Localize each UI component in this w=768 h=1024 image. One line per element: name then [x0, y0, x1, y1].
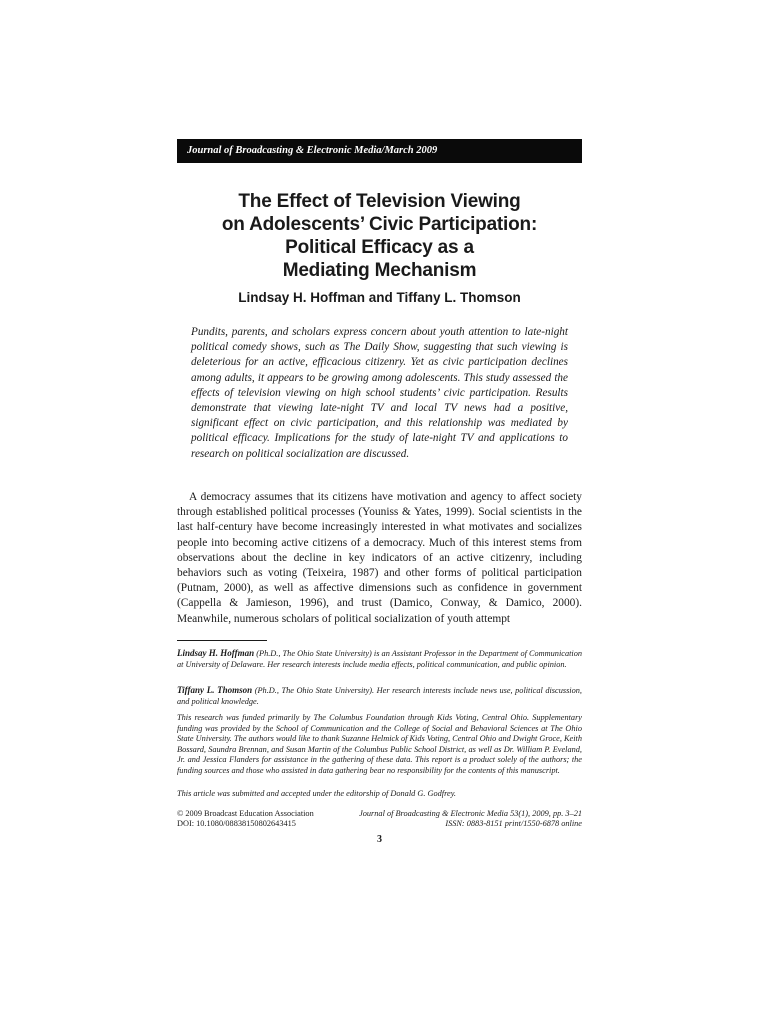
- article-title: [177, 190, 582, 282]
- author2-name: Tiffany L. Thomson: [177, 685, 253, 695]
- page-number: 3: [377, 834, 382, 845]
- author1-footnote: [177, 648, 582, 670]
- title-line: Political Efficacy as a: [285, 237, 474, 258]
- title-line: on Adolescents’ Civic Participation:: [221, 214, 538, 235]
- article-authors: Lindsay H. Hoffman and Tiffany L. Thomson: [238, 290, 521, 305]
- article-abstract: Pundits, parents, and scholars express concern about youth attention to late-night political comedy shows, such as The Daily Show, suggesting that such viewing is deleterious for an active, efficacious citizenry. Yet as civic participation declines among adults, it appears to be growing among adolescents. This study assessed the effects of television viewing on high school students’ civic participation. Results demonstrate that viewing late-night TV and local TV news had a positive, significant effect on civic participation, and this relationship was mediated by political efficacy. Implications for the study of late-night TV and applications to research on political socialization are discussed.: [191, 326, 568, 460]
- copyright-text: © 2009 Broadcast Education Association: [177, 809, 314, 818]
- publication-info-row: [177, 809, 582, 819]
- journal-header-text: Journal of Broadcasting & Electronic Media/March 2009: [187, 145, 438, 156]
- editorship-note: This article was submitted and accepted under the editorship of Donald G. Godfrey.: [177, 789, 456, 798]
- doi-text: DOI: 10.1080/08838150802643415: [177, 819, 296, 828]
- funding-note: This research was funded primarily by The Columbus Foundation through Kids Voting, Central Ohio. Supplementary funding was provided by the School of Communication and the College of Social and Behavioral Sciences at The Ohio State University. The authors would like to thank Suzanne Helmick of Kids Voting, Central Ohio and Dwight Groce, Keith Bossard, Saundra Brennan, and Susan Martin of the Columbus Public School District, as well as Dr. William P. Eveland, Jr. and Jessica Flanders for assistance in the gathering of these data. This report is a product solely of the authors; the funding sources and those who assisted in data gathering bear no responsibility for the contents of this manuscript.: [177, 713, 582, 775]
- journal-header-bar: [177, 139, 582, 163]
- author1-name: Lindsay H. Hoffman: [177, 648, 255, 658]
- body-paragraph: A democracy assumes that its citizens have motivation and agency to affect society through established political processes (Youniss & Yates, 1999). Social scientists in the last half-century have become increasingly interested in what motivates and socializes people into becoming active citizens of a democracy. Much of this interest stems from observations about the decline in key indicators of an active citizenry, including behaviors such as voting (Teixeira, 1987) and other forms of political participation (Putnam, 2000), as well as affective dimensions such as confidence in government (Cappella & Jamieson, 1996), and trust (Damico, Conway, & Damico, 2000). Meanwhile, numerous scholars of political socialization of youth attempt: [177, 491, 582, 625]
- title-line: Mediating Mechanism: [282, 260, 477, 281]
- author2-footnote: [177, 685, 582, 707]
- author2-bio: (Ph.D., The Ohio State University). Her research interests include news use, political discussion, and political knowledge.: [177, 686, 582, 706]
- title-line: The Effect of Television Viewing: [238, 191, 521, 212]
- issn-text: ISSN: 0883-8151 print/1550-6878 online: [445, 819, 582, 828]
- author1-bio: (Ph.D., The Ohio State University) is an Assistant Professor in the Department of Communication at University of Delaware. Her research interests include media effects, political communication, and public opinion.: [177, 649, 583, 669]
- publication-id-row: [177, 819, 582, 829]
- citation-text: Journal of Broadcasting & Electronic Media 53(1), 2009, pp. 3–21: [359, 809, 582, 818]
- footnote-divider: [177, 640, 267, 641]
